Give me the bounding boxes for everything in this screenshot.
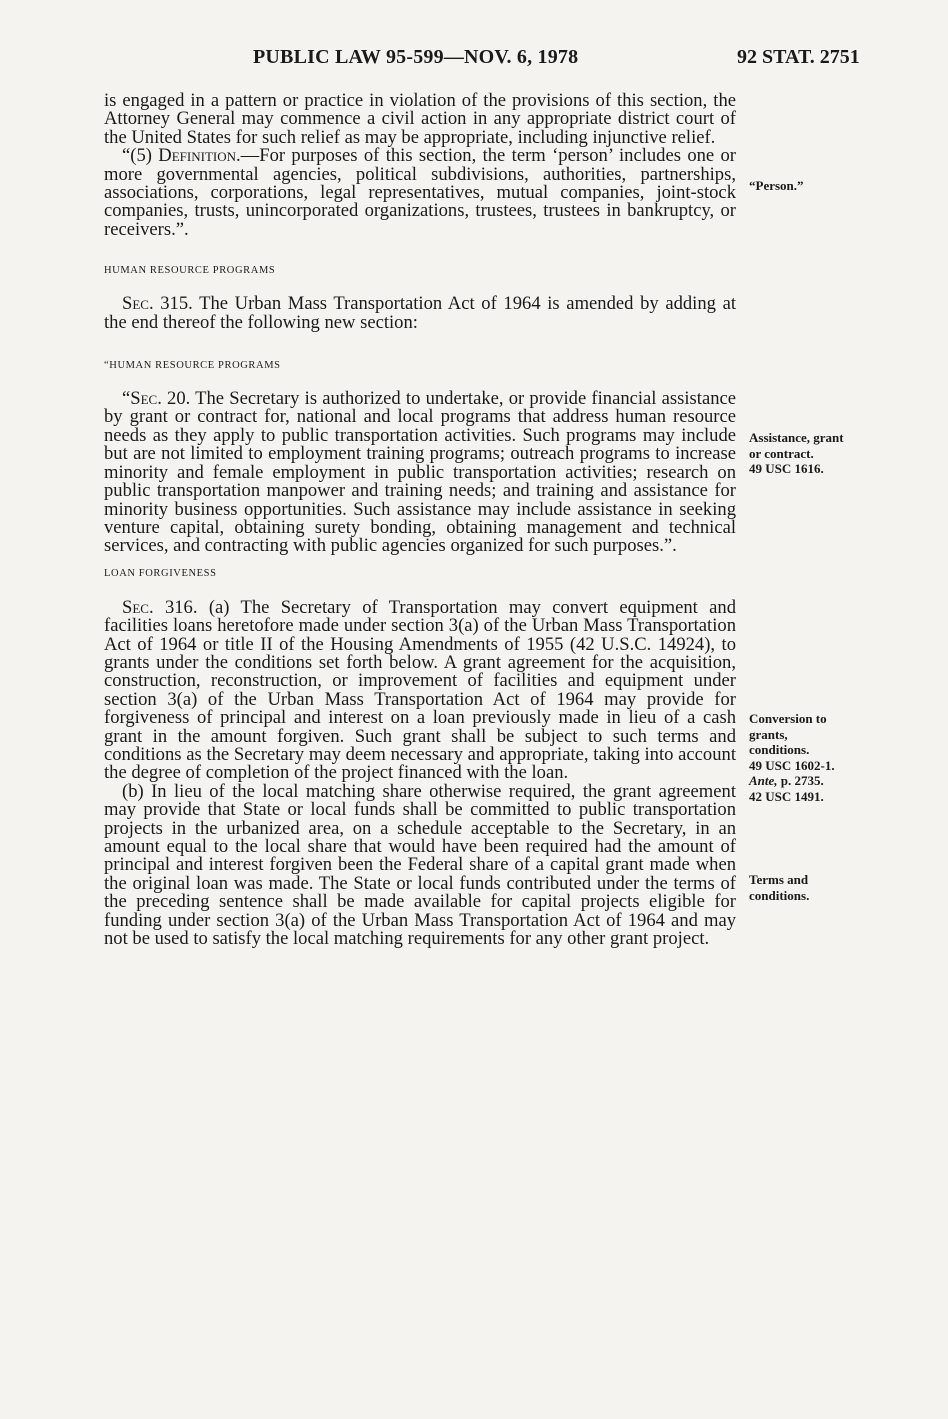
- margin-note-line: 42 USC 1491.: [749, 788, 824, 804]
- margin-note-line: 49 USC 1616.: [749, 461, 824, 476]
- quoted-heading-human-resource: “HUMAN RESOURCE PROGRAMS: [104, 360, 281, 372]
- sec-316-label: Sec. 316.: [122, 596, 198, 618]
- ante-italic: Ante,: [749, 773, 778, 788]
- sec-316a-text: (a) The Secretary of Transportation may convert equipment and facilities loans heretofore made under section 3(a) of the Urban Mass Transportation Act of 1964 or title II of the Housing Amendments of 1955 (42 U.S.C. 14924), to grants under the conditions set forth below. A grant agreement for the acquisition, construction, reconstruction, or improvement of facilities and equipment under section 3(a) of the Urban Mass Transportation Act of 1964 may provide for forgiveness of principal and interest on a loan previously made in lieu of a cash grant in the amount forgiven. Such grant shall be subject to such terms and conditions as the Secretary may deem necessary and appropriate, taking into account the degree of completion of the project financed with the loan.: [104, 596, 736, 784]
- margin-note-line: Conversion to: [749, 711, 827, 726]
- section-heading-loan-forgiveness: LOAN FORGIVENESS: [104, 567, 217, 579]
- sec-20-label: “Sec. 20.: [122, 388, 191, 410]
- paragraph-definition: [104, 147, 736, 239]
- ante-page: p. 2735.: [777, 773, 824, 788]
- sec-315-label: Sec. 315.: [122, 293, 193, 315]
- margin-note-conversion: [749, 711, 939, 804]
- paragraph-sec-316b: (b) In lieu of the local matching share otherwise required, the grant agreement may provide that State or local funds shall be committed to public transportation projects in the urbanized area, on a schedule acceptable to the Secretary, in an amount equal to the local share that would have been required had the amount of principal and interest forgiven been the Federal share of a capital grant made when the original loan was made. The State or local funds contributed under the terms of the preceding sentence shall be made available for capital projects eligible for funding under section 3(a) of the Urban Mass Transportation Act of 1964 and may not be used to satisfy the local matching requirements for any other grant project.: [104, 780, 736, 950]
- margin-note-line: grants,: [749, 726, 788, 742]
- margin-note-line: conditions.: [749, 887, 810, 903]
- margin-note-line: Assistance, grant: [749, 430, 844, 445]
- margin-note-line: “Person.”: [749, 178, 804, 193]
- page-header-title: PUBLIC LAW 95-599—NOV. 6, 1978: [253, 46, 579, 68]
- paragraph-continuation: is engaged in a pattern or practice in violation of the provisions of this section, the Attorney General may commence a civil action in any appropriate district court of the United States for such relief as may be appropriate, including injunctive relief.: [104, 90, 736, 148]
- section-heading-human-resource: HUMAN RESOURCE PROGRAMS: [104, 265, 276, 277]
- margin-note-terms: [749, 872, 939, 903]
- paragraph-sec-316a: [104, 596, 736, 784]
- margin-note-line: [749, 773, 939, 789]
- margin-note-person: [749, 178, 939, 194]
- sec-315-text: The Urban Mass Transportation Act of 1964 is amended by adding at the end thereof the following new section:: [104, 293, 736, 333]
- margin-note-line: conditions.: [749, 742, 810, 757]
- page-header-stat: 92 STAT. 2751: [737, 46, 860, 68]
- definition-term: Definition.: [158, 145, 241, 167]
- definition-text: —For purposes of this section, the term ‘person’ includes one or more governmental agencies, political subdivisions, authorities, partnerships, associations, corporations, legal representatives, mutual companies, joint-stock companies, trusts, unincorporated organizations, trustees, trustees in bankruptcy, or receivers.”.: [104, 145, 737, 240]
- definition-open: “(5): [122, 145, 159, 167]
- paragraph-sec-20: [104, 390, 736, 556]
- body-text: [104, 92, 736, 948]
- sec-20-text: The Secretary is authorized to undertake, or provide financial assistance by grant or contract for, national and local programs that address human resource needs as they apply to public transportation activities. Such programs may include but are not limited to employment training programs; outreach programs to increase minority and female employment in public transportation activities; research on public transportation manpower and training needs; and training and assistance for minority business opportunities. Such assistance may include assistance in seeking venture capital, obtaining surety bonding, obtaining management and technical services, and contracting with public agencies organized for such purposes.”.: [104, 388, 736, 557]
- margin-note-line: Terms and: [749, 872, 809, 887]
- margin-note-line: 49 USC 1602-1.: [749, 757, 835, 773]
- paragraph-sec-315: [104, 295, 736, 332]
- margin-note-assistance: [749, 430, 939, 477]
- margin-note-line: or contract.: [749, 445, 814, 461]
